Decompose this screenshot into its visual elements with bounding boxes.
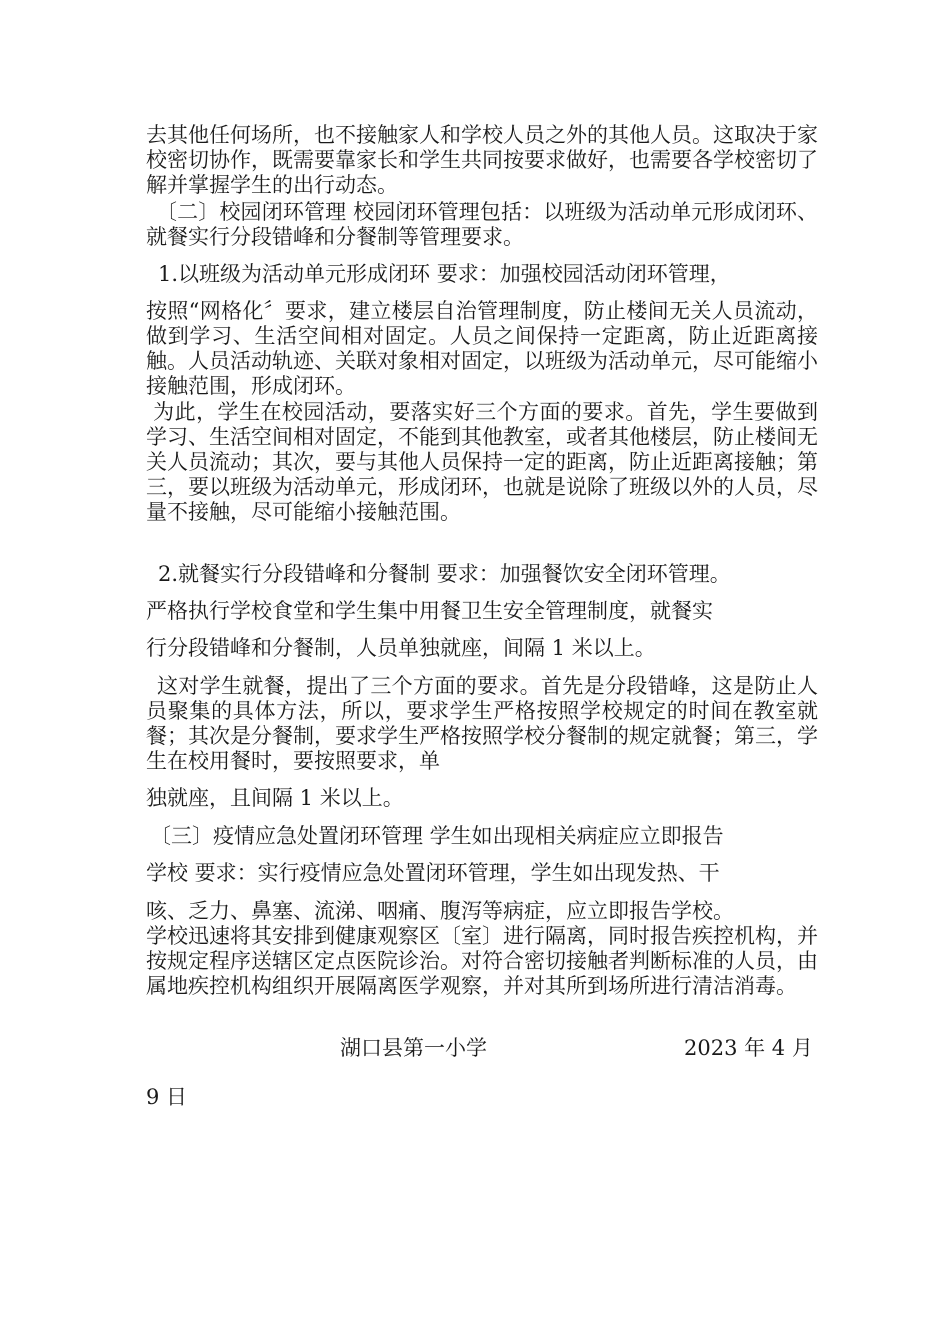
paragraph-isolation: 学校迅速将其安排到健康观察区〔室〕进行隔离，同时报告疾控机构，并按规定程序送辖区定点医院诊治。对符合密切接触者判断标准的人员，由属地疾控机构组织开展隔离医学观察，并对其所到场所进行清洁消毒。 xyxy=(146,924,818,998)
signature-school: 湖口县第一小学 xyxy=(340,1036,487,1060)
paragraph-grid-management: 按照“网格化〞要求，建立楼层自治管理制度，防止楼间无关人员流动，做到学习、生活空间相对固定。人员之间保持一定距离，防止近距离接触。人员活动轨迹、关联对象相对固定，以班级为活动单元，尽可能缩小接触范围，形成闭环。 xyxy=(146,299,818,398)
paragraph-dining-rules-line2: 行分段错峰和分餐制，人员单独就座，间隔 1 米以上。 xyxy=(146,636,656,660)
item-heading-class-unit: 1.以班级为活动单元形成闭环 要求：加强校园活动闭环管理， xyxy=(158,262,731,286)
section-heading-emergency-line1: 〔三〕疫情应急处置闭环管理 学生如出现相关病症应立即报告 xyxy=(150,824,724,848)
paragraph-three-requirements: 为此，学生在校园活动，要落实好三个方面的要求。首先，学生要做到学习、生活空间相对固定，不能到其他教室，或者其他楼层，防止楼间无关人员流动；其次，要与其他人员保持一定的距离，防止近距离接触；第三，要以班级为活动单元，形成闭环，也就是说除了班级以外的人员，尽量不接触，尽可能缩小接触范围。 xyxy=(146,400,818,524)
paragraph-dining-rules-line1: 严格执行学校食堂和学生集中用餐卫生安全管理制度，就餐实 xyxy=(146,599,713,623)
signature-date: 2023 年 4 月 xyxy=(684,1036,813,1060)
paragraph-travel: 去其他任何场所，也不接触家人和学校人员之外的其他人员。这取决于家校密切协作，既需要靠家长和学生共同按要求做好，也需要各学校密切了解并掌握学生的出行动态。 xyxy=(146,123,818,197)
section-heading-emergency-line2: 学校 要求：实行疫情应急处置闭环管理，学生如出现发热、干 xyxy=(146,861,720,885)
section-heading-emergency-line3: 咳、乏力、鼻塞、流涕、咽痛、腹泻等病症，应立即报告学校。 xyxy=(146,899,734,923)
section-heading-campus-closed-loop: 〔二〕校园闭环管理 校园闭环管理包括：以班级为活动单元形成闭环、就餐实行分段错峰和分餐制等管理要求。 xyxy=(146,200,818,249)
signature-date-day: 9 日 xyxy=(146,1085,188,1109)
item-heading-dining: 2.就餐实行分段错峰和分餐制 要求：加强餐饮安全闭环管理。 xyxy=(158,562,731,586)
paragraph-dining-requirements: 这对学生就餐，提出了三个方面的要求。首先是分段错峰，这是防止人员聚集的具体方法，所以，要求学生严格按照学校规定的时间在教室就餐；其次是分餐制，要求学生严格按照学校分餐制的规定就餐；第三，学生在校用餐时，要按照要求，单 xyxy=(146,674,818,773)
paragraph-dining-requirements-tail: 独就座，且间隔 1 米以上。 xyxy=(146,786,404,810)
